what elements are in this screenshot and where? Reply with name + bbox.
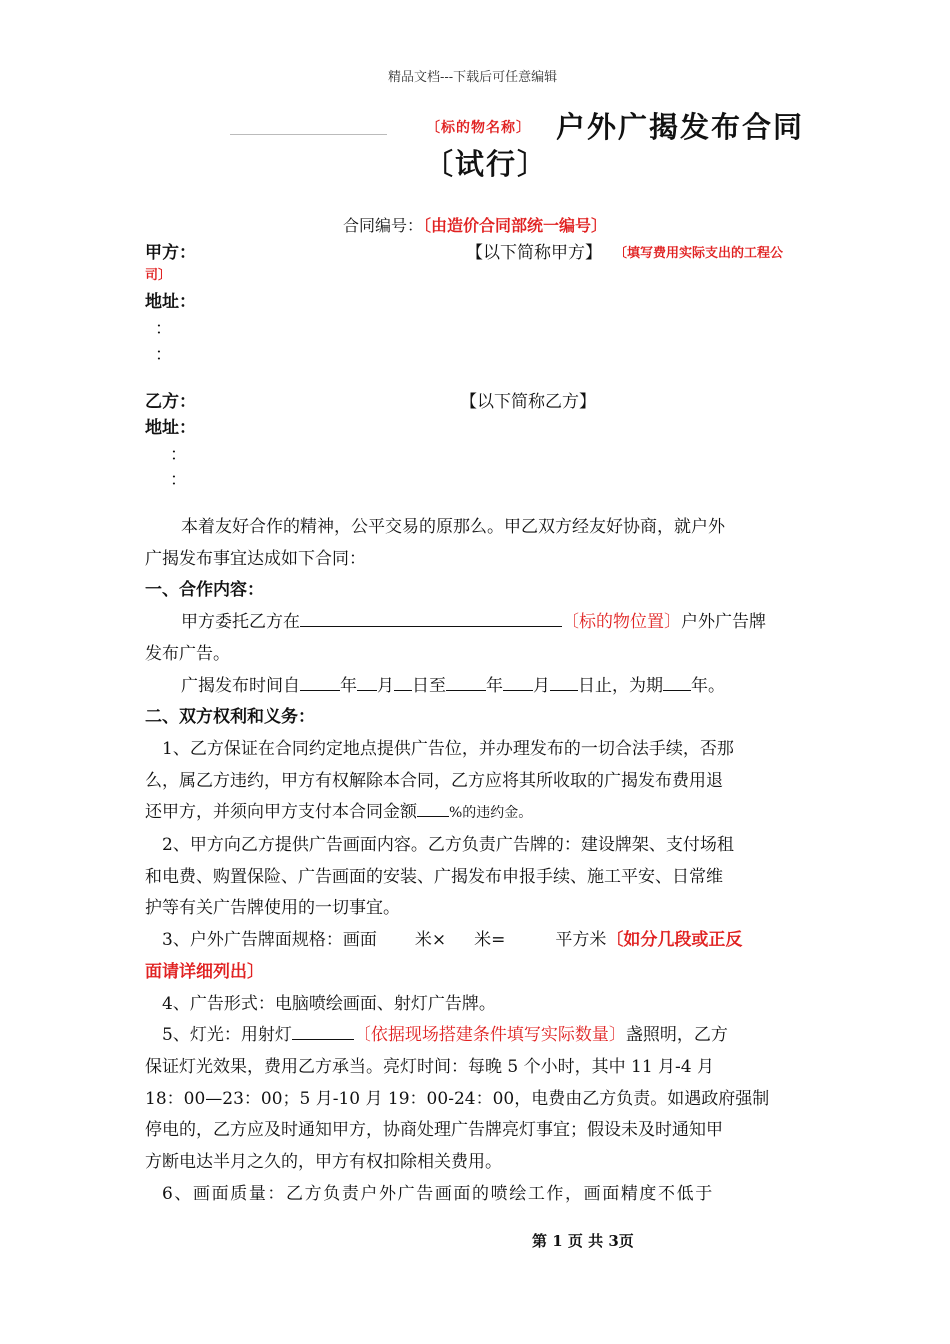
title-tag: 〔标的物名称〕 [426, 120, 531, 136]
p2-month: 月 [377, 675, 394, 696]
party-b-colon-1: ： [170, 445, 187, 465]
party-a-colon-2: ： [155, 345, 172, 365]
p2-year-3: 年。 [691, 675, 725, 696]
section-1-heading: 一、合作内容： [145, 580, 264, 601]
item-5-text-b: 盏照明，乙方 [625, 1025, 728, 1046]
section-1-para-2 [145, 671, 807, 703]
contract-number-label: 合同编号： [343, 216, 424, 235]
spotlight-count-blank [292, 1022, 354, 1040]
party-a-address-label: 地址： [145, 292, 196, 312]
end-month-blank [503, 673, 533, 691]
duration-blank [663, 673, 691, 691]
item-3-equals: 米= [474, 930, 506, 951]
item-3-line-1 [145, 925, 807, 957]
start-month-blank [357, 673, 377, 691]
party-a-colon-1: ： [155, 319, 172, 339]
item-5-line-2: 保证灯光效果，费用乙方承当。亮灯时间：每晚 5 个小时，其中 11 月-4 月 [145, 1056, 715, 1077]
party-a-note-cont: 司〕 [145, 268, 172, 283]
item-3-note-cont: 面请详细列出〕 [145, 961, 264, 982]
item-5-text: 5、灯光：用射灯 [162, 1025, 292, 1046]
section-1-para-1-cont: 发布广告。 [145, 643, 230, 664]
party-b-address-label: 地址： [145, 418, 196, 438]
item-5-line-3: 18：00—23：00；5 月-10 月 19：00-24：00，电费由乙方负责。如遇政府强制 [145, 1088, 770, 1109]
party-b-colon-2: ： [170, 470, 187, 490]
contract-number [343, 213, 607, 236]
intro-line-2: 广揭发布事宜达成如下合同： [145, 548, 366, 569]
end-day-blank [550, 673, 578, 691]
start-day-blank [394, 673, 412, 691]
end-year-blank [446, 673, 486, 691]
document-title: 户外广揭发布合同 [556, 110, 805, 144]
p2-year: 年 [340, 675, 357, 696]
p2-day: 日至 [412, 675, 446, 696]
party-a-label: 甲方： [145, 243, 196, 263]
item-1-line-2: 么，属乙方违约，甲方有权解除本合同，乙方应将其所收取的广揭发布费用退 [145, 770, 723, 791]
p1-text-a: 甲方委托乙方在 [181, 612, 300, 633]
item-3-text: 3、户外广告牌面规格：画面 [162, 930, 377, 951]
item-3-unit: 平方米 [555, 930, 607, 951]
contract-body [145, 512, 807, 1210]
item-5-line-4: 停电的，乙方应及时通知甲方，协商处理广告牌亮灯事宜；假设未及时通知甲 [145, 1120, 723, 1141]
section-1-para-1 [145, 607, 807, 639]
item-5-line-1 [145, 1020, 807, 1052]
document-subtitle: 〔试行〕 [424, 147, 549, 181]
contract-number-value: 〔由造价合同部统一编号〕 [423, 216, 608, 235]
party-a-note: 〔填写费用实际支出的工程公 [614, 246, 784, 261]
penalty-percent-blank [417, 801, 449, 817]
item-1-penalty: %的违约金。 [449, 805, 533, 822]
location-blank [300, 609, 562, 627]
page-footer: 第 1 页 共 3页 [532, 1232, 634, 1250]
item-2-line-2: 和电费、购置保险、广告画面的安装、广揭发布申报手续、施工平安、日常维 [145, 866, 723, 887]
item-1-text: 还甲方，并须向甲方支付本合同金额 [145, 802, 417, 823]
item-5-note: 〔依据现场搭建条件填写实际数量〕 [353, 1025, 626, 1046]
item-6-line-1: 6、画面质量：乙方负责户外广告画面的喷绘工作，画面精度不低于 [162, 1183, 714, 1204]
intro-line-1: 本着友好合作的精神，公平交易的原那么。甲乙双方经友好协商，就户外 [181, 517, 725, 537]
page-header: 精品文档---下载后可任意编辑 [388, 70, 558, 85]
party-b-label: 乙方： [145, 392, 196, 412]
party-a-short: 【以下简称甲方】 [466, 243, 602, 263]
item-4: 4、广告形式：电脑喷绘画面、射灯广告牌。 [162, 993, 496, 1014]
p1-location-note: 〔标的物位置〕 [562, 612, 681, 633]
p2-text: 广揭发布时间自 [181, 675, 300, 696]
item-1-line-3 [145, 797, 807, 830]
start-year-blank [300, 673, 340, 691]
p2-month-2: 月 [533, 675, 550, 696]
p2-day-2: 日止，为期 [578, 675, 663, 696]
item-3-note: 〔如分几段或正反 [606, 930, 743, 951]
p1-text-b: 户外广告牌 [681, 612, 766, 633]
title-rule [230, 134, 387, 135]
item-5-line-5: 方断电达半月之久的，甲方有权扣除相关费用。 [145, 1152, 502, 1173]
item-2-line-1: 2、甲方向乙方提供广告画面内容。乙方负责广告牌的：建设牌架、支付场租 [162, 835, 734, 856]
item-2-line-3: 护等有关广告牌使用的一切事宜。 [145, 898, 400, 919]
item-3-times: 米× [414, 930, 447, 951]
section-2-heading: 二、双方权利和义务： [145, 707, 315, 728]
p2-year-2: 年 [486, 675, 503, 696]
party-b-short: 【以下简称乙方】 [460, 392, 596, 412]
item-1-line-1: 1、乙方保证在合同约定地点提供广告位，并办理发布的一切合法手续，否那 [162, 738, 734, 759]
